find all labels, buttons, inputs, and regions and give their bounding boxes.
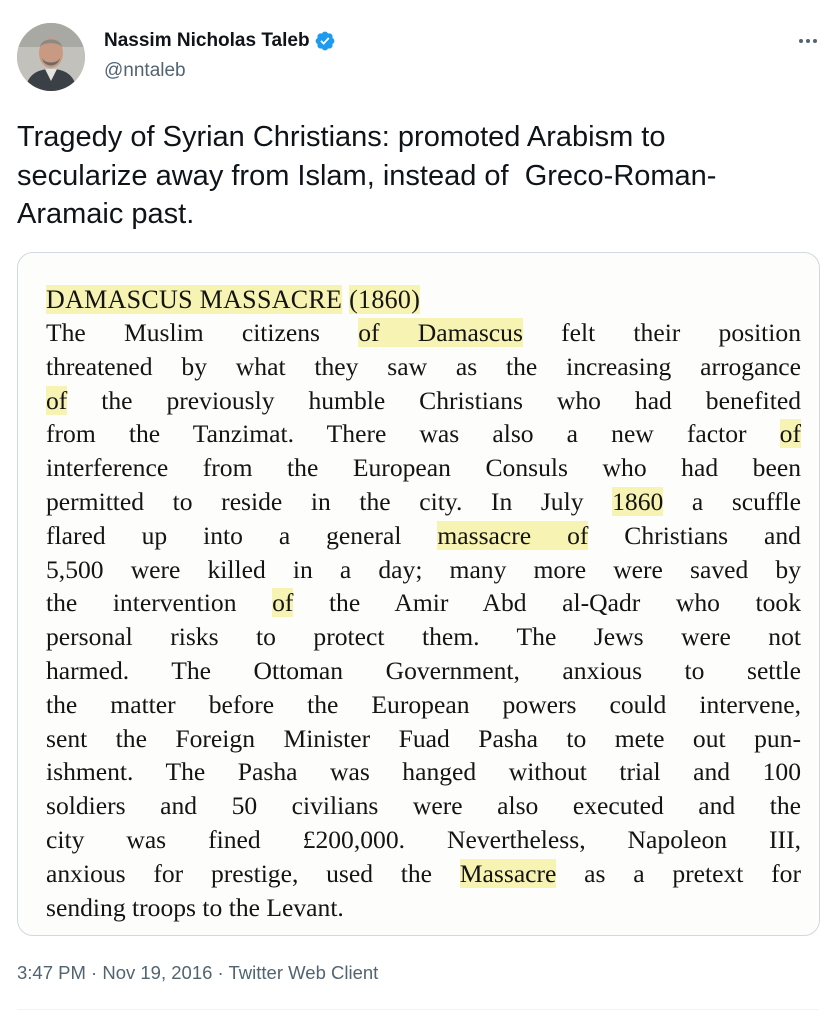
- excerpt-text: soldiers and 50 civilians were also executed and the: [46, 791, 801, 821]
- tweet-date[interactable]: Nov 19, 2016: [102, 962, 213, 983]
- excerpt-line: [46, 350, 801, 384]
- excerpt-text: Christians and: [588, 520, 801, 550]
- excerpt-line: [46, 789, 801, 823]
- excerpt-text: the intervention: [46, 588, 273, 618]
- excerpt-line: [46, 451, 801, 485]
- excerpt-body: [46, 316, 801, 924]
- avatar-photo: [17, 23, 85, 91]
- meta-separator: ·: [212, 962, 229, 983]
- highlighted-text: massacre of: [437, 520, 589, 550]
- highlighted-text: of: [779, 419, 801, 449]
- excerpt-text: flared up into a general: [46, 520, 438, 550]
- excerpt-text: as a pretext for: [556, 858, 801, 888]
- excerpt-text: interference from the European Consuls who had been: [46, 453, 801, 483]
- excerpt-line: [46, 620, 801, 654]
- tweet-text: Tragedy of Syrian Christians: promoted Arabism to secularize away from Islam, instead of Greco-Roman- Aramaic past.: [17, 121, 717, 230]
- excerpt-text: city was fined £200,000. Nevertheless, Napoleon III,: [46, 824, 801, 854]
- excerpt-text: felt their position: [522, 318, 801, 347]
- excerpt-text: sent the Foreign Minister Fuad Pasha to mete out pun-: [46, 723, 801, 753]
- meta-separator: ·: [85, 962, 103, 983]
- tweet-time[interactable]: 3:47 PM: [17, 962, 86, 983]
- excerpt-text: threatened by what they saw as the increasing arrogance: [46, 351, 801, 381]
- excerpt-text: permitted to reside in the city. In July: [46, 486, 613, 516]
- excerpt-line: [46, 857, 801, 891]
- tweet-client[interactable]: Twitter Web Client: [228, 962, 379, 983]
- excerpt-text: The Muslim citizens: [46, 318, 359, 347]
- excerpt-line: [46, 384, 801, 418]
- excerpt-text: the Amir Abd al-Qadr who took: [293, 588, 802, 618]
- excerpt-line: [46, 586, 801, 620]
- highlighted-text: 1860: [612, 486, 664, 516]
- excerpt-text: a scuffle: [663, 486, 801, 516]
- excerpt-heading-year: (1860): [349, 285, 421, 314]
- book-excerpt: [46, 283, 801, 924]
- excerpt-text: 5,500 were killed in a day; many more were saved by: [46, 554, 801, 584]
- highlighted-text: of: [46, 385, 68, 415]
- excerpt-line: [46, 722, 801, 756]
- excerpt-line: [46, 519, 801, 553]
- excerpt-line: [46, 755, 801, 789]
- excerpt-text: the previously humble Christians who had benefited: [67, 385, 801, 415]
- excerpt-line: [46, 654, 801, 688]
- excerpt-text: from the Tanzimat. There was also a new factor: [46, 419, 780, 449]
- excerpt-line: [46, 823, 801, 857]
- verified-badge-icon: [314, 30, 336, 52]
- excerpt-line: [46, 485, 801, 519]
- excerpt-heading-title: DAMASCUS MASSACRE: [46, 285, 343, 314]
- excerpt-text: sending troops to the Levant.: [46, 892, 344, 922]
- author-handle[interactable]: @nntaleb: [104, 60, 186, 81]
- excerpt-text: ishment. The Pasha was hanged without trial and 100: [46, 757, 801, 787]
- excerpt-line: [46, 891, 801, 925]
- excerpt-heading: [46, 283, 801, 316]
- tweet-meta: [17, 962, 378, 984]
- excerpt-line: [46, 688, 801, 722]
- highlighted-text: of: [272, 588, 294, 618]
- author-name-row[interactable]: [104, 30, 336, 52]
- highlighted-text: of Damascus: [358, 318, 523, 347]
- excerpt-text: personal risks to protect them. The Jews were not: [46, 622, 801, 652]
- excerpt-text: anxious for prestige, used the: [46, 858, 460, 888]
- excerpt-line: [46, 316, 801, 350]
- excerpt-text: the matter before the European powers could intervene,: [46, 689, 801, 719]
- excerpt-text: harmed. The Ottoman Government, anxious to settle: [46, 655, 801, 685]
- divider: [17, 1009, 819, 1010]
- more-horizontal-icon[interactable]: [798, 28, 818, 48]
- tweet-image[interactable]: [17, 252, 820, 936]
- highlighted-text: Massacre: [459, 858, 557, 888]
- excerpt-line: [46, 417, 801, 451]
- excerpt-line: [46, 553, 801, 587]
- author-avatar[interactable]: [17, 23, 85, 91]
- author-name[interactable]: Nassim Nicholas Taleb: [104, 30, 310, 51]
